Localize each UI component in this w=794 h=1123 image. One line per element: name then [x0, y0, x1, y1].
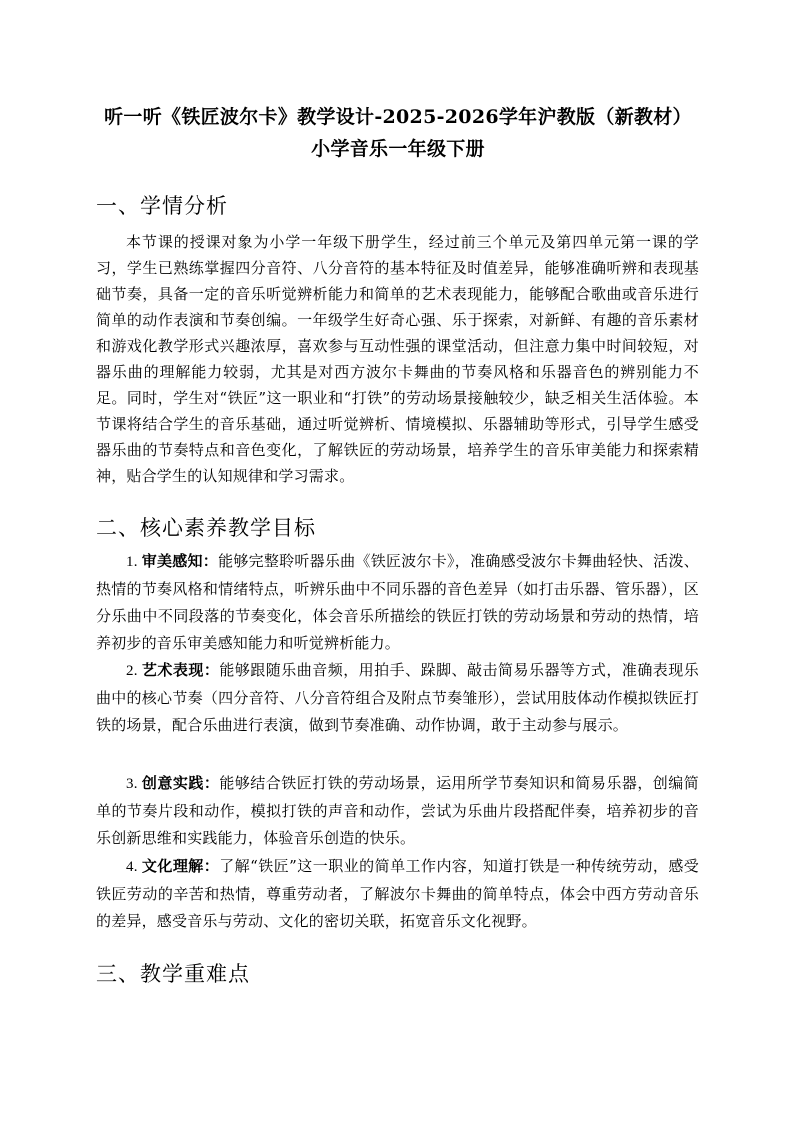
goal-number: 1. [126, 554, 138, 570]
goal-label: 创意实践： [141, 774, 220, 792]
goal-number: 4. [126, 859, 138, 875]
goal-text: 能够完整聆听器乐曲《铁匠波尔卡》，准确感受波尔卡舞曲轻快、活泼、热情的节奏风格和情绪特点，听辨乐曲中不同乐器的音色差异（如打击乐器、管乐器），区分乐曲中不同段落的节奏变化，体会音乐所描绘的铁匠打铁的劳动场景和劳动的热情，培养初步的音乐审美感知能力和听觉辨析能力。 [96, 552, 699, 652]
goal-number: 3. [126, 776, 138, 792]
intro-paragraph: 本节课的授课对象为小学一年级下册学生，经过前三个单元及第四单元第一课的学习，学生已熟练掌握四分音符、八分音符的基本特征及时值差异，能够准确听辨和表现基础节奏，具备一定的音乐听觉辨析能力和简单的艺术表现能力，能够配合歌曲或音乐进行简单的动作表演和节奏创编。一年级学生好奇心强、乐于探索，对新鲜、有趣的音乐素材和游戏化教学形式兴趣浓厚，喜欢参与互动性强的课堂活动，但注意力集中时间较短，对器乐曲的理解能力较弱，尤其是对西方波尔卡舞曲的节奏风格和乐器音色的辨别能力不足。同时，学生对“铁匠”这一职业和“打铁”的劳动场景接触较少，缺乏相关生活体验。本节课将结合学生的音乐基础，通过听觉辨析、情境模拟、乐器辅助等形式，引导学生感受器乐曲的节奏特点和音色变化，了解铁匠的劳动场景，培养学生的音乐审美能力和探索精神，贴合学生的认知规律和学习需求。 [96, 233, 699, 485]
document-title: 听一听《铁匠波尔卡》教学设计-2025-2026学年沪教版（新教材）小学音乐一年级下册 [104, 106, 692, 160]
goal-number: 2. [126, 663, 138, 679]
goal-text: 能够跟随乐曲音频，用拍手、跺脚、敲击简易乐器等方式，准确表现乐曲中的核心节奏（四分音符、八分音符组合及附点节奏雏形），尝试用肢体动作模拟铁匠打铁的场景，配合乐曲进行表演，做到节奏准确、动作协调，敢于主动参与展示。 [96, 661, 699, 734]
section-heading-2: 二、核心素养教学目标 [96, 516, 316, 540]
section-heading-1: 一、学情分析 [96, 194, 228, 218]
goal-label: 文化理解： [141, 857, 220, 875]
goal-item-4 [96, 853, 699, 935]
goal-label: 艺术表现： [141, 661, 220, 679]
goal-label: 审美感知： [141, 552, 219, 570]
goal-item-2 [96, 657, 699, 739]
goal-item-3 [96, 770, 699, 852]
goal-text: 了解“铁匠”这一职业的简单工作内容，知道打铁是一种传统劳动，感受铁匠劳动的辛苦和热情，尊重劳动者，了解波尔卡舞曲的简单特点，体会中西方劳动音乐的差异，感受音乐与劳动、文化的密切关联，拓宽音乐文化视野。 [96, 857, 699, 930]
goal-item-1 [96, 548, 699, 657]
goal-text: 能够结合铁匠打铁的劳动场景，运用所学节奏知识和简易乐器，创编简单的节奏片段和动作，模拟打铁的声音和动作，尝试为乐曲片段搭配伴奏，培养初步的音乐创新思维和实践能力，体验音乐创造的快乐。 [96, 774, 699, 847]
section-heading-3: 三、教学重难点 [96, 962, 250, 986]
